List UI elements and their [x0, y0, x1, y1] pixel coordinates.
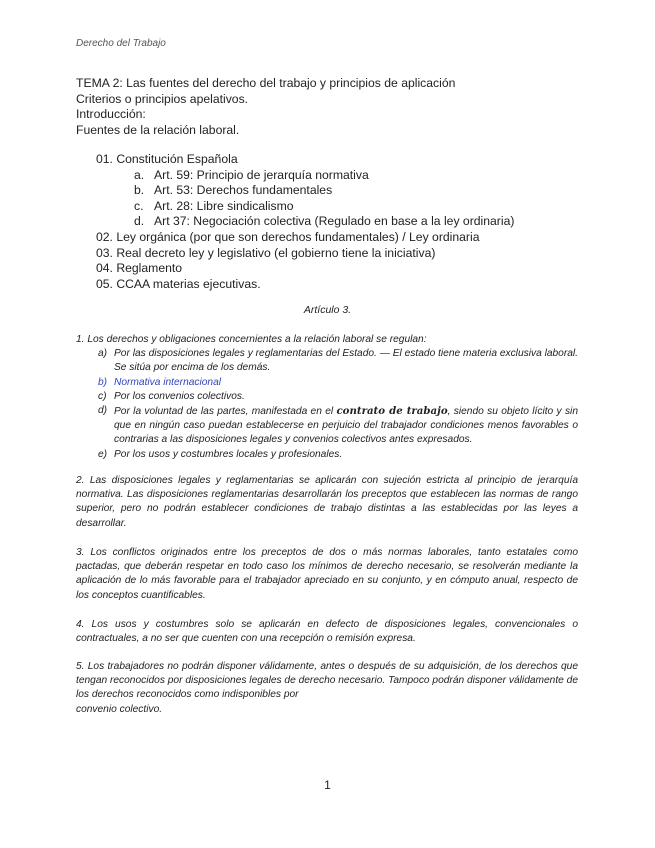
item-letter: d) [98, 405, 108, 417]
article-paragraph-2: 2. Las disposiciones legales y reglamentarias se aplicarán con sujeción estricta al principio de jerarquía normativa. Las disposiciones reglamentarias desarrollarán los preceptos que establecen las normas de rango superior, pero no podrán establecer condiciones de trabajo distintas a las establecidas por las leyes a desarrollar. [76, 475, 578, 529]
intro-line: Fuentes de la relación laboral. [76, 122, 240, 137]
paragraph-text: 5. Los trabajadores no podrán disponer válidamente, antes o después de su adquisición, de los derechos que tengan reconocidos por disposiciones legales de derecho necesario. Tampoco podrán disponer válidamente de los derechos reconocidos como indisponibles por [76, 661, 578, 701]
item-letter: c) [98, 390, 107, 402]
sources-item: 05. CCAA materias ejecutivas. [96, 276, 261, 291]
subitem-text: Art. 28: Libre sindicalismo [154, 198, 294, 213]
sources-subitem [96, 214, 514, 230]
regulation-item [76, 390, 578, 404]
subitem-letter: a. [134, 167, 145, 182]
item-text-emphasis: contrato de trabajo [336, 405, 448, 418]
regulation-item [76, 448, 578, 462]
item-text-before: Por la voluntad de las partes, manifestada en el [114, 406, 337, 418]
intro-line: Criterios o principios apelativos. [76, 91, 249, 106]
sources-subitem [96, 199, 514, 215]
article-paragraph-3: 3. Los conflictos originados entre los preceptos de dos o más normas laborales, tanto estatales como pactadas, que deberán respetar en todo caso los mínimos de derecho necesario, se resolverán mediante la aplicación de lo más favorable para el trabajador apreciado en su conjunto, y en cómputo anual, respecto de los conceptos cuantificables. [76, 547, 578, 601]
subitem-letter: b. [134, 183, 145, 198]
topic-title: TEMA 2: Las fuentes del derecho del trabajo y principios de aplicación [76, 76, 456, 90]
regulation-list [76, 347, 578, 462]
article-paragraph-1 [76, 333, 578, 462]
sources-subitem [96, 183, 514, 199]
item-letter: a) [98, 348, 108, 360]
running-header: Derecho del Trabajo [76, 38, 166, 49]
item-text: Por los convenios colectivos. [114, 390, 245, 402]
item-letter: e) [98, 448, 108, 460]
intro-line: Introducción: [76, 107, 146, 122]
sources-item: 02. Ley orgánica (por que son derechos fundamentales) / Ley ordinaria [96, 229, 480, 244]
page-number: 1 [324, 778, 331, 792]
regulation-item [76, 347, 578, 375]
subitem-text: Art 37: Negociación colectiva (Regulado en base a la ley ordinaria) [154, 214, 515, 229]
item-text [114, 404, 578, 448]
regulation-item [76, 404, 578, 448]
article-title: Artículo 3. [303, 304, 352, 316]
sources-subitem [96, 168, 514, 184]
article-paragraph-4: 4. Los usos y costumbres solo se aplicarán en defecto de disposiciones legales, convencionales o contractuales, a no ser que cuenten con una recepción o remisión expresa. [76, 619, 578, 645]
subitem-letter: c. [134, 198, 144, 213]
article-paragraph-5 [76, 660, 578, 717]
sources-item: 01. Constitución Española [96, 152, 238, 166]
item-text-after: , siendo su objeto lícito y sin que en ningún caso puedan establecerse en perjuicio del trabajador condiciones menos favorables o contrarias a las disposiciones legales y convenios colectivos antes expresados. [114, 406, 578, 446]
subitem-text: Art. 59: Principio de jerarquía normativa [154, 167, 369, 182]
item-text-highlighted: Normativa internacional [114, 376, 222, 388]
intro-block [76, 76, 455, 138]
sources-list [96, 152, 514, 292]
subitem-letter: d. [134, 214, 145, 229]
sources-item: 03. Real decreto ley y legislativo (el gobierno tiene la iniciativa) [96, 245, 436, 260]
item-text: Por los usos y costumbres locales y profesionales. [114, 448, 343, 460]
paragraph-lead: 1. Los derechos y obligaciones concernientes a la relación laboral se regulan: [76, 334, 427, 345]
sources-item: 04. Reglamento [96, 261, 183, 276]
item-letter: b) [98, 376, 108, 388]
regulation-item [76, 376, 578, 390]
item-text: Por las disposiciones legales y reglamentarias del Estado. — El estado tiene materia exclusiva laboral. Se sitúa por encima de los demás. [114, 348, 578, 374]
paragraph-tail: convenio colectivo. [76, 703, 163, 715]
subitem-text: Art. 53: Derechos fundamentales [154, 183, 333, 198]
